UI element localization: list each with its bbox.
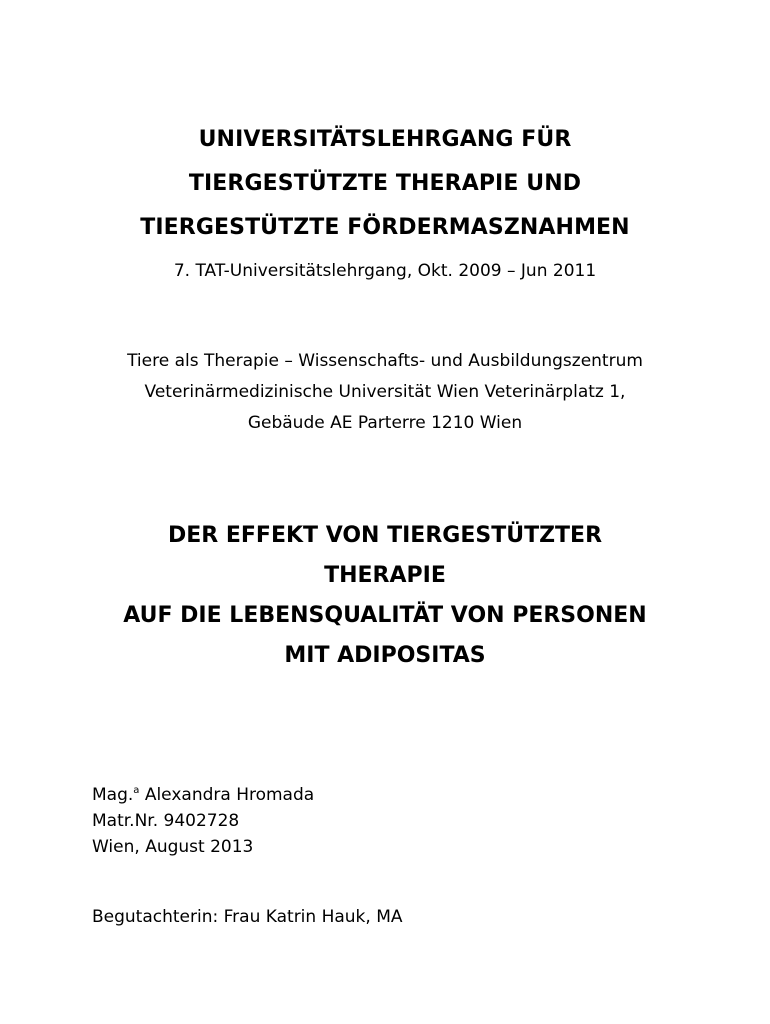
program-title-line-3: TIERGESTÜTZTE FÖRDERMASZNAHMEN [140, 215, 630, 240]
thesis-title-line-1: DER EFFEKT VON TIERGESTÜTZTER [167, 523, 603, 548]
reviewer: Begutachterin: Frau Katrin Hauk, MA [92, 907, 403, 927]
institution-line-3: Gebäude AE Parterre 1210 Wien [247, 413, 523, 433]
thesis-title-line-4: MIT ADIPOSITAS [284, 643, 486, 668]
thesis-title-line-3: AUF DIE LEBENSQUALITÄT VON PERSONEN [123, 603, 647, 628]
author-block [92, 782, 692, 860]
program-title [0, 118, 770, 250]
matriculation-number: Matr.Nr. 9402728 [92, 811, 240, 831]
author-name-text: Alexandra Hromada [139, 785, 315, 805]
place-date: Wien, August 2013 [92, 837, 254, 857]
program-title-line-2: TIERGESTÜTZTE THERAPIE UND [188, 171, 582, 196]
author-title-superscript: a [133, 785, 140, 796]
course-line: 7. TAT-Universitätslehrgang, Okt. 2009 – Jun 2011 [173, 261, 597, 281]
author-name [92, 782, 692, 808]
thesis-title-line-2: THERAPIE [324, 563, 446, 588]
institution-line-2: Veterinärmedizinische Universität Wien Veterinärplatz 1, [144, 382, 626, 402]
thesis-title [0, 516, 770, 676]
institution-address [0, 346, 770, 439]
institution-line-1: Tiere als Therapie – Wissenschafts- und Ausbildungszentrum [127, 351, 643, 371]
author-title-prefix: Mag. [92, 785, 134, 805]
program-title-line-1: UNIVERSITÄTSLEHRGANG FÜR [198, 127, 572, 152]
